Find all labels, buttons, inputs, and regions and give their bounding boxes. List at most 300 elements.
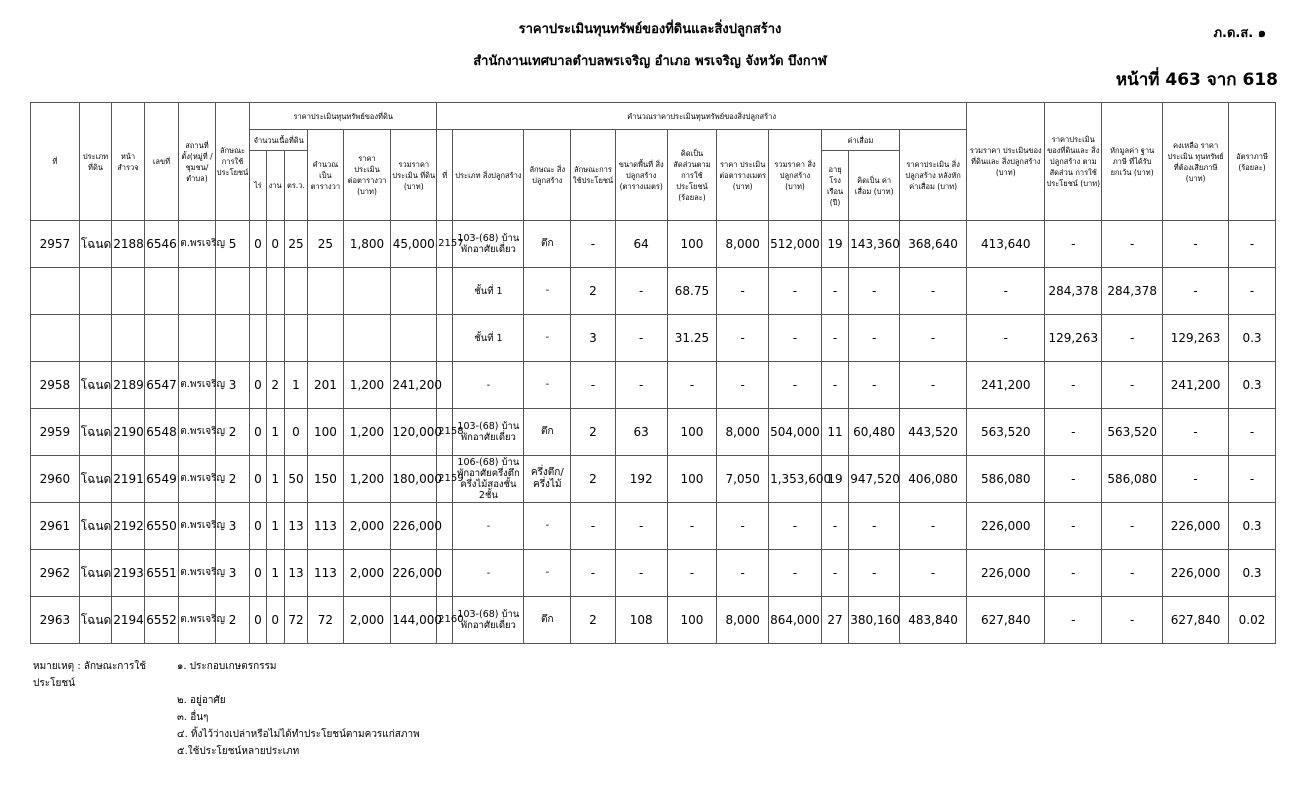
cell-type: โฉนด bbox=[79, 409, 111, 456]
cell-prop: 129,263 bbox=[1045, 315, 1102, 362]
cell-ded: 586,080 bbox=[1102, 456, 1163, 503]
cell-tax: 241,200 bbox=[1163, 362, 1229, 409]
cell-page: 2192 bbox=[112, 503, 144, 550]
cell-age: - bbox=[821, 362, 848, 409]
cell-page: 2190 bbox=[112, 409, 144, 456]
cell-btype: 103-(68) บ้านพักอาศัยเดี่ยว bbox=[453, 221, 524, 268]
cell-type: โฉนด bbox=[79, 550, 111, 597]
office-name: สำนักงานเทศบาลตำบลพรเจริญ อำเภอ พรเจริญ จังหวัด บึงกาฬ bbox=[473, 54, 827, 69]
cell-btype: - bbox=[453, 503, 524, 550]
cell-ppw: 2,000 bbox=[343, 550, 391, 597]
cell-land: 241,200 bbox=[391, 362, 437, 409]
cell-no: 2963 bbox=[31, 597, 80, 644]
cell-btype: 103-(68) บ้านพักอาศัยเดี่ยว bbox=[453, 409, 524, 456]
cell-net: 406,080 bbox=[900, 456, 967, 503]
cell-bpsm: - bbox=[717, 550, 769, 597]
cell-age: 11 bbox=[821, 409, 848, 456]
cell-prop: - bbox=[1045, 550, 1102, 597]
cell-grand: 226,000 bbox=[967, 503, 1045, 550]
cell-bpsm: 8,000 bbox=[717, 409, 769, 456]
cell-barea: - bbox=[615, 550, 667, 597]
cell-bno: 2160 bbox=[437, 597, 453, 644]
cell-bkind: - bbox=[524, 550, 571, 597]
cell-buse: - bbox=[571, 503, 616, 550]
notes-label: หมายเหตุ : ลักษณะการใช้ประโยชน์ bbox=[33, 661, 147, 689]
cell-ngan: 1 bbox=[266, 550, 284, 597]
cell-tax: - bbox=[1163, 456, 1229, 503]
cell-age: 19 bbox=[821, 456, 848, 503]
cell-area bbox=[308, 315, 344, 362]
cell-area: 72 bbox=[308, 597, 344, 644]
cell-ppw: 2,000 bbox=[343, 597, 391, 644]
cell-wa: 1 bbox=[284, 362, 307, 409]
cell-dep: 143,360 bbox=[849, 221, 900, 268]
cell-land: 180,000 bbox=[391, 456, 437, 503]
cell-rate: 0.3 bbox=[1229, 550, 1276, 597]
cell-tax: 129,263 bbox=[1163, 315, 1229, 362]
cell-rate: - bbox=[1229, 268, 1276, 315]
cell-loc: ต.พรเจริญ bbox=[179, 362, 216, 409]
table-row bbox=[31, 315, 1276, 362]
cell-age: 19 bbox=[821, 221, 848, 268]
col-price-per-wa: ราคา ประเมิน ต่อตารางวา (บาท) bbox=[343, 130, 391, 221]
cell-rai: 0 bbox=[250, 362, 266, 409]
col-doc-no: เลขที่ bbox=[144, 103, 179, 221]
col-survey-page: หน้า สำรวจ bbox=[112, 103, 144, 221]
cell-rate: 0.02 bbox=[1229, 597, 1276, 644]
cell-ngan bbox=[266, 268, 284, 315]
cell-bno: 2157 bbox=[437, 221, 453, 268]
cell-dep: - bbox=[849, 268, 900, 315]
cell-rai bbox=[250, 315, 266, 362]
cell-net: 443,520 bbox=[900, 409, 967, 456]
cell-btype: 103-(68) บ้านพักอาศัยเดี่ยว bbox=[453, 597, 524, 644]
cell-type: โฉนด bbox=[79, 456, 111, 503]
cell-ngan: 2 bbox=[266, 362, 284, 409]
cell-ngan: 1 bbox=[266, 409, 284, 456]
cell-type: โฉนด bbox=[79, 503, 111, 550]
cell-rai: 0 bbox=[250, 550, 266, 597]
cell-doc: 6548 bbox=[144, 409, 179, 456]
cell-btotal: - bbox=[769, 550, 822, 597]
cell-ded: - bbox=[1102, 221, 1163, 268]
cell-rate: - bbox=[1229, 221, 1276, 268]
cell-grand: 226,000 bbox=[967, 550, 1045, 597]
cell-use: 3 bbox=[215, 503, 250, 550]
cell-wa: 0 bbox=[284, 409, 307, 456]
cell-btype: - bbox=[453, 362, 524, 409]
cell-age: 27 bbox=[821, 597, 848, 644]
cell-bkind: ตึก bbox=[524, 409, 571, 456]
col-deduction: หักมูลค่า ฐานภาษี ที่ได้รับ ยกเว้น (บาท) bbox=[1102, 103, 1163, 221]
note-item: ๕.ใช้ประโยชน์หลายประเภท bbox=[177, 746, 300, 757]
cell-ppw: 2,000 bbox=[343, 503, 391, 550]
cell-use: 3 bbox=[215, 550, 250, 597]
cell-prop: 284,378 bbox=[1045, 268, 1102, 315]
cell-barea: 192 bbox=[615, 456, 667, 503]
page-number: หน้าที่ 463 จาก 618 bbox=[1115, 70, 1278, 90]
cell-buse: - bbox=[571, 221, 616, 268]
cell-tax: - bbox=[1163, 268, 1229, 315]
cell-area: 100 bbox=[308, 409, 344, 456]
cell-area: 150 bbox=[308, 456, 344, 503]
cell-bpct: 100 bbox=[667, 221, 717, 268]
col-rai: ไร่ bbox=[250, 151, 266, 221]
cell-no: 2957 bbox=[31, 221, 80, 268]
cell-bpct: 100 bbox=[667, 597, 717, 644]
cell-bno: 2159 bbox=[437, 456, 453, 503]
cell-type bbox=[79, 315, 111, 362]
col-by-usage: ราคาประเมิน ของที่ดินและ สิ่งปลูกสร้าง ตามสัดส่วน การใช้ประโยชน์ (บาท) bbox=[1045, 103, 1102, 221]
cell-no: 2959 bbox=[31, 409, 80, 456]
cell-buse: 2 bbox=[571, 456, 616, 503]
cell-btotal: 1,353,600 bbox=[769, 456, 822, 503]
col-bld-type: ประเภท สิ่งปลูกสร้าง bbox=[453, 130, 524, 221]
cell-btotal: 504,000 bbox=[769, 409, 822, 456]
cell-dep: - bbox=[849, 550, 900, 597]
cell-barea: - bbox=[615, 315, 667, 362]
table-row bbox=[31, 362, 1276, 409]
cell-bkind: - bbox=[524, 503, 571, 550]
cell-loc bbox=[179, 315, 216, 362]
cell-barea: - bbox=[615, 362, 667, 409]
cell-dep: 947,520 bbox=[849, 456, 900, 503]
cell-loc: ต.พรเจริญ bbox=[179, 597, 216, 644]
cell-bkind: ตึก bbox=[524, 221, 571, 268]
group-land-assessment: ราคาประเมินทุนทรัพย์ของที่ดิน bbox=[250, 103, 437, 130]
cell-prop: - bbox=[1045, 221, 1102, 268]
col-bld-total: รวมราคา สิ่งปลูกสร้าง (บาท) bbox=[769, 130, 822, 221]
cell-bpsm: - bbox=[717, 268, 769, 315]
cell-ded: - bbox=[1102, 315, 1163, 362]
cell-type: โฉนด bbox=[79, 362, 111, 409]
cell-bpct: 68.75 bbox=[667, 268, 717, 315]
cell-rate: 0.3 bbox=[1229, 315, 1276, 362]
cell-net: 483,840 bbox=[900, 597, 967, 644]
cell-prop: - bbox=[1045, 503, 1102, 550]
cell-rai: 0 bbox=[250, 597, 266, 644]
cell-prop: - bbox=[1045, 409, 1102, 456]
cell-ngan: 0 bbox=[266, 597, 284, 644]
cell-ppw: 1,200 bbox=[343, 456, 391, 503]
cell-ded: - bbox=[1102, 503, 1163, 550]
cell-btype: - bbox=[453, 550, 524, 597]
cell-age: - bbox=[821, 550, 848, 597]
cell-type bbox=[79, 268, 111, 315]
cell-bpct: - bbox=[667, 550, 717, 597]
col-wa: ตร.ว. bbox=[284, 151, 307, 221]
cell-net: - bbox=[900, 550, 967, 597]
cell-land bbox=[391, 268, 437, 315]
cell-btotal: 512,000 bbox=[769, 221, 822, 268]
cell-loc: ต.พรเจริญ bbox=[179, 503, 216, 550]
group-depreciation: ค่าเสื่อม bbox=[821, 130, 899, 151]
cell-loc bbox=[179, 268, 216, 315]
cell-tax: 226,000 bbox=[1163, 503, 1229, 550]
col-bld-kind: ลักษณะ สิ่งปลูกสร้าง bbox=[524, 130, 571, 221]
cell-rai: 0 bbox=[250, 456, 266, 503]
cell-buse: 2 bbox=[571, 597, 616, 644]
col-bld-price-sqm: ราคา ประเมิน ต่อตารางเมตร (บาท) bbox=[717, 130, 769, 221]
cell-ded: - bbox=[1102, 597, 1163, 644]
cell-grand: 413,640 bbox=[967, 221, 1045, 268]
cell-prop: - bbox=[1045, 362, 1102, 409]
cell-use: 2 bbox=[215, 597, 250, 644]
cell-ppw bbox=[343, 315, 391, 362]
cell-doc: 6547 bbox=[144, 362, 179, 409]
cell-btotal: - bbox=[769, 503, 822, 550]
cell-ngan: 1 bbox=[266, 503, 284, 550]
cell-page bbox=[112, 315, 144, 362]
cell-land bbox=[391, 315, 437, 362]
cell-type: โฉนด bbox=[79, 597, 111, 644]
col-ngan: งาน bbox=[266, 151, 284, 221]
table-row bbox=[31, 503, 1276, 550]
cell-bkind: - bbox=[524, 315, 571, 362]
cell-ded: - bbox=[1102, 362, 1163, 409]
cell-doc bbox=[144, 268, 179, 315]
cell-btype: 106-(68) บ้านพักอาศัยครึ่งตึกครึ่งไม้สองชั้น 2ชั้น bbox=[453, 456, 524, 503]
table-row bbox=[31, 221, 1276, 268]
cell-ngan bbox=[266, 315, 284, 362]
cell-bpsm: 7,050 bbox=[717, 456, 769, 503]
cell-doc: 6552 bbox=[144, 597, 179, 644]
cell-buse: 2 bbox=[571, 409, 616, 456]
cell-loc: ต.พรเจริญ bbox=[179, 550, 216, 597]
cell-bpsm: - bbox=[717, 362, 769, 409]
form-code: ภ.ด.ส. ๑ bbox=[1213, 26, 1266, 41]
cell-btotal: 864,000 bbox=[769, 597, 822, 644]
cell-ppw: 1,200 bbox=[343, 362, 391, 409]
col-bld-usage: ลักษณะการ ใช้ประโยชน์ bbox=[571, 130, 616, 221]
cell-tax: 226,000 bbox=[1163, 550, 1229, 597]
cell-barea: - bbox=[615, 503, 667, 550]
cell-doc: 6551 bbox=[144, 550, 179, 597]
cell-net: - bbox=[900, 268, 967, 315]
col-grand-total: รวมราคา ประเมินของ ที่ดินและ สิ่งปลูกสร้าง (บาท) bbox=[967, 103, 1045, 221]
col-bld-pct: คิดเป็น สัดส่วนตาม การใช้ ประโยชน์ (ร้อยละ) bbox=[667, 130, 717, 221]
note-item: ๑. ประกอบเกษตรกรรม bbox=[177, 661, 277, 672]
note-item: ๔. ทิ้งไว้ว่างเปล่าหรือไม่ได้ทำประโยชน์ตามควรแก่สภาพ bbox=[177, 729, 420, 740]
cell-grand: - bbox=[967, 315, 1045, 362]
assessment-table bbox=[30, 102, 1276, 644]
col-dep-value: คิดเป็น ค่าเสื่อม (บาท) bbox=[849, 151, 900, 221]
cell-land: 144,000 bbox=[391, 597, 437, 644]
col-bld-area: ขนาดพื้นที่ สิ่งปลูกสร้าง (ตารางเมตร) bbox=[615, 130, 667, 221]
cell-btotal: - bbox=[769, 268, 822, 315]
cell-ngan: 0 bbox=[266, 221, 284, 268]
cell-land: 226,000 bbox=[391, 550, 437, 597]
cell-rate: 0.3 bbox=[1229, 362, 1276, 409]
cell-grand: 241,200 bbox=[967, 362, 1045, 409]
cell-wa: 25 bbox=[284, 221, 307, 268]
cell-age: - bbox=[821, 268, 848, 315]
cell-bpct: - bbox=[667, 362, 717, 409]
cell-btype: ชั้นที่ 1 bbox=[453, 315, 524, 362]
cell-wa: 50 bbox=[284, 456, 307, 503]
cell-barea: - bbox=[615, 268, 667, 315]
cell-btotal: - bbox=[769, 315, 822, 362]
cell-dep: - bbox=[849, 503, 900, 550]
group-building-assessment: คำนวณราคาประเมินทุนทรัพย์ของสิ่งปลูกสร้าง bbox=[437, 103, 967, 130]
cell-ppw: 1,200 bbox=[343, 409, 391, 456]
cell-barea: 63 bbox=[615, 409, 667, 456]
cell-area: 113 bbox=[308, 550, 344, 597]
cell-rai: 0 bbox=[250, 409, 266, 456]
cell-tax: - bbox=[1163, 221, 1229, 268]
table-body bbox=[31, 221, 1276, 644]
cell-buse: 3 bbox=[571, 315, 616, 362]
table-row bbox=[31, 409, 1276, 456]
cell-use bbox=[215, 315, 250, 362]
cell-bno bbox=[437, 315, 453, 362]
col-land-total: รวมราคา ประเมิน ที่ดิน (บาท) bbox=[391, 130, 437, 221]
table-row bbox=[31, 456, 1276, 503]
cell-doc: 6546 bbox=[144, 221, 179, 268]
cell-bpct: 100 bbox=[667, 409, 717, 456]
cell-no: 2962 bbox=[31, 550, 80, 597]
cell-page: 2194 bbox=[112, 597, 144, 644]
cell-loc: ต.พรเจริญ bbox=[179, 409, 216, 456]
cell-btotal: - bbox=[769, 362, 822, 409]
cell-bno bbox=[437, 268, 453, 315]
cell-no bbox=[31, 268, 80, 315]
col-dep-age: อายุ โรงเรือน (ปี) bbox=[821, 151, 848, 221]
cell-dep: - bbox=[849, 362, 900, 409]
cell-bkind: - bbox=[524, 268, 571, 315]
cell-use: 2 bbox=[215, 409, 250, 456]
cell-doc: 6549 bbox=[144, 456, 179, 503]
cell-type: โฉนด bbox=[79, 221, 111, 268]
cell-net: - bbox=[900, 503, 967, 550]
cell-age: - bbox=[821, 315, 848, 362]
cell-grand: 563,520 bbox=[967, 409, 1045, 456]
cell-rai: 0 bbox=[250, 221, 266, 268]
cell-page: 2191 bbox=[112, 456, 144, 503]
cell-ngan: 1 bbox=[266, 456, 284, 503]
cell-no: 2958 bbox=[31, 362, 80, 409]
table-row bbox=[31, 550, 1276, 597]
col-usage: ลักษณะ การใช้ ประโยชน์ bbox=[215, 103, 250, 221]
cell-page bbox=[112, 268, 144, 315]
cell-wa: 13 bbox=[284, 503, 307, 550]
cell-area bbox=[308, 268, 344, 315]
table-row bbox=[31, 597, 1276, 644]
cell-use bbox=[215, 268, 250, 315]
cell-page: 2188 bbox=[112, 221, 144, 268]
cell-ded: 284,378 bbox=[1102, 268, 1163, 315]
cell-loc: ต.พรเจริญ bbox=[179, 221, 216, 268]
cell-dep: 380,160 bbox=[849, 597, 900, 644]
cell-barea: 64 bbox=[615, 221, 667, 268]
notes bbox=[33, 658, 420, 760]
cell-rai bbox=[250, 268, 266, 315]
col-area-total: คำนวณ เป็น ตารางวา bbox=[308, 130, 344, 221]
cell-ded: 563,520 bbox=[1102, 409, 1163, 456]
cell-area: 25 bbox=[308, 221, 344, 268]
col-bld-no: ที่ bbox=[437, 130, 453, 221]
cell-ppw bbox=[343, 268, 391, 315]
cell-rate: 0.3 bbox=[1229, 503, 1276, 550]
cell-use: 5 bbox=[215, 221, 250, 268]
col-tax-rate: อัตราภาษี (ร้อยละ) bbox=[1229, 103, 1276, 221]
cell-area: 201 bbox=[308, 362, 344, 409]
cell-no bbox=[31, 315, 80, 362]
cell-grand: 627,840 bbox=[967, 597, 1045, 644]
cell-loc: ต.พรเจริญ bbox=[179, 456, 216, 503]
note-item: ๓. อื่นๆ bbox=[177, 712, 209, 723]
cell-grand: - bbox=[967, 268, 1045, 315]
cell-net: - bbox=[900, 315, 967, 362]
cell-ppw: 1,800 bbox=[343, 221, 391, 268]
cell-net: - bbox=[900, 362, 967, 409]
cell-bpct: 31.25 bbox=[667, 315, 717, 362]
cell-doc bbox=[144, 315, 179, 362]
cell-tax: 627,840 bbox=[1163, 597, 1229, 644]
cell-wa bbox=[284, 268, 307, 315]
cell-bpct: 100 bbox=[667, 456, 717, 503]
cell-ded: - bbox=[1102, 550, 1163, 597]
cell-land: 226,000 bbox=[391, 503, 437, 550]
cell-page: 2189 bbox=[112, 362, 144, 409]
col-location: สถานที่ ตั้ง(หมู่ที่ /ชุมชน/ ตำบล) bbox=[179, 103, 216, 221]
cell-doc: 6550 bbox=[144, 503, 179, 550]
cell-no: 2961 bbox=[31, 503, 80, 550]
cell-bno: 2158 bbox=[437, 409, 453, 456]
group-land-area: จำนวนเนื้อที่ดิน bbox=[250, 130, 308, 151]
cell-land: 120,000 bbox=[391, 409, 437, 456]
cell-rate: - bbox=[1229, 456, 1276, 503]
cell-bpct: - bbox=[667, 503, 717, 550]
cell-buse: - bbox=[571, 362, 616, 409]
cell-bkind: ครึ่งตึก/ครึ่งไม้ bbox=[524, 456, 571, 503]
col-land-type: ประเภท ที่ดิน bbox=[79, 103, 111, 221]
note-item: ๒. อยู่อาศัย bbox=[177, 695, 226, 706]
cell-no: 2960 bbox=[31, 456, 80, 503]
cell-bpsm: - bbox=[717, 315, 769, 362]
cell-wa bbox=[284, 315, 307, 362]
cell-barea: 108 bbox=[615, 597, 667, 644]
cell-page: 2193 bbox=[112, 550, 144, 597]
col-taxable: คงเหลือ ราคาประเมิน ทุนทรัพย์ ที่ต้องเสียภาษี (บาท) bbox=[1163, 103, 1229, 221]
cell-rate: - bbox=[1229, 409, 1276, 456]
cell-prop: - bbox=[1045, 456, 1102, 503]
cell-bpsm: - bbox=[717, 503, 769, 550]
cell-bkind: ตึก bbox=[524, 597, 571, 644]
cell-grand: 586,080 bbox=[967, 456, 1045, 503]
cell-use: 2 bbox=[215, 456, 250, 503]
cell-bpsm: 8,000 bbox=[717, 597, 769, 644]
cell-net: 368,640 bbox=[900, 221, 967, 268]
cell-buse: 2 bbox=[571, 268, 616, 315]
cell-btype: ชั้นที่ 1 bbox=[453, 268, 524, 315]
table-row bbox=[31, 268, 1276, 315]
cell-bkind: - bbox=[524, 362, 571, 409]
cell-dep: 60,480 bbox=[849, 409, 900, 456]
col-bld-net: ราคาประเมิน สิ่งปลูกสร้าง หลังหัก ค่าเสื่อม (บาท) bbox=[900, 130, 967, 221]
cell-land: 45,000 bbox=[391, 221, 437, 268]
cell-use: 3 bbox=[215, 362, 250, 409]
cell-wa: 13 bbox=[284, 550, 307, 597]
cell-dep: - bbox=[849, 315, 900, 362]
col-no: ที่ bbox=[31, 103, 80, 221]
cell-area: 113 bbox=[308, 503, 344, 550]
cell-buse: - bbox=[571, 550, 616, 597]
cell-age: - bbox=[821, 503, 848, 550]
cell-wa: 72 bbox=[284, 597, 307, 644]
cell-prop: - bbox=[1045, 597, 1102, 644]
cell-rai: 0 bbox=[250, 503, 266, 550]
